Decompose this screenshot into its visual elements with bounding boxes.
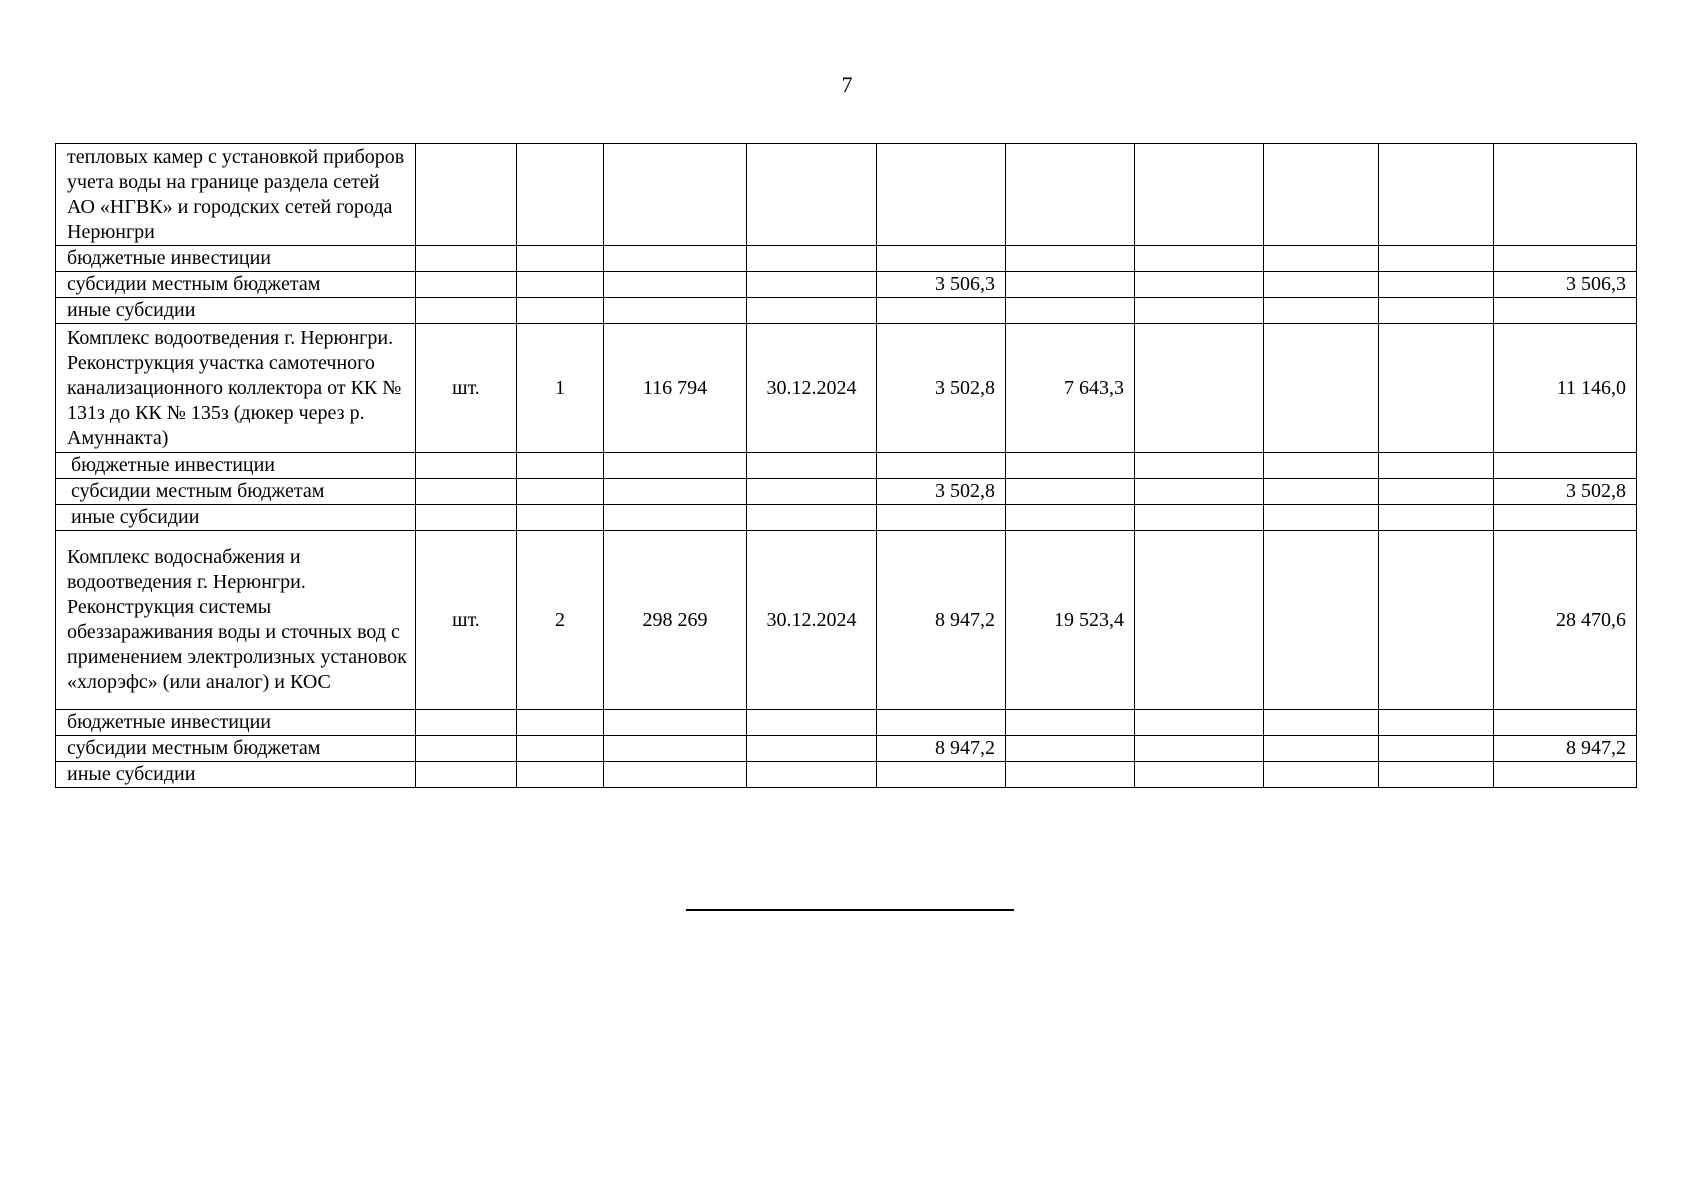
- value-cell: [1135, 144, 1264, 246]
- table-row: [56, 505, 1637, 531]
- total-cell: 8 947,2: [1494, 736, 1637, 762]
- total-cell: 28 470,6: [1494, 531, 1637, 710]
- value-cell: 8 947,2: [877, 736, 1006, 762]
- unit-cell: [416, 144, 517, 246]
- total-cell: [1494, 298, 1637, 324]
- value-cell: 7 643,3: [1006, 324, 1135, 453]
- date-cell: [747, 453, 877, 479]
- value-cell: [1135, 505, 1264, 531]
- value-cell: [1264, 531, 1379, 710]
- unit-cell: [416, 479, 517, 505]
- value-cell: [1135, 736, 1264, 762]
- unit-cell: [416, 710, 517, 736]
- total-cell: 11 146,0: [1494, 324, 1637, 453]
- funding-type: бюджетные инвестиции: [56, 453, 416, 479]
- value-cell: [1264, 144, 1379, 246]
- capacity-cell: [604, 479, 747, 505]
- capacity-cell: [604, 710, 747, 736]
- capacity-cell: [604, 246, 747, 272]
- capacity-cell: [604, 453, 747, 479]
- capacity-cell: [604, 298, 747, 324]
- value-cell: [1264, 453, 1379, 479]
- unit-cell: [416, 736, 517, 762]
- value-cell: [1006, 479, 1135, 505]
- value-cell: [1379, 479, 1494, 505]
- quantity-cell: [517, 272, 604, 298]
- value-cell: 3 506,3: [877, 272, 1006, 298]
- object-name: Комплекс водоотведения г. Нерюнгри. Реконструкция участка самотечного канализационного коллектора от КК № 131з до КК № 135з (дюкер через р. Амуннакта): [56, 324, 416, 453]
- funding-type: иные субсидии: [56, 762, 416, 788]
- unit-cell: [416, 505, 517, 531]
- value-cell: [1006, 144, 1135, 246]
- unit-cell: [416, 453, 517, 479]
- value-cell: [1264, 246, 1379, 272]
- quantity-cell: [517, 710, 604, 736]
- total-cell: [1494, 453, 1637, 479]
- funding-type: субсидии местным бюджетам: [56, 272, 416, 298]
- value-cell: [1379, 736, 1494, 762]
- unit-cell: [416, 762, 517, 788]
- table-row: [56, 246, 1637, 272]
- date-cell: [747, 144, 877, 246]
- funding-type: иные субсидии: [56, 505, 416, 531]
- date-cell: [747, 505, 877, 531]
- page-number: 7: [841, 72, 853, 97]
- date-cell: [747, 762, 877, 788]
- value-cell: [1264, 324, 1379, 453]
- value-cell: [1135, 531, 1264, 710]
- quantity-cell: [517, 736, 604, 762]
- value-cell: [1379, 144, 1494, 246]
- capacity-cell: [604, 272, 747, 298]
- quantity-cell: [517, 762, 604, 788]
- object-name: тепловых камер с установкой приборов учета воды на границе раздела сетей АО «НГВК» и городских сетей города Нерюнгри: [56, 144, 416, 246]
- funding-type: субсидии местным бюджетам: [56, 736, 416, 762]
- quantity-cell: [517, 505, 604, 531]
- budget-table: [55, 143, 1637, 788]
- value-cell: [877, 505, 1006, 531]
- quantity-cell: [517, 453, 604, 479]
- value-cell: [1006, 710, 1135, 736]
- quantity-cell: [517, 479, 604, 505]
- value-cell: [877, 298, 1006, 324]
- date-cell: [747, 298, 877, 324]
- value-cell: [1006, 505, 1135, 531]
- value-cell: [1379, 298, 1494, 324]
- date-cell: 30.12.2024: [747, 531, 877, 710]
- unit-cell: [416, 298, 517, 324]
- value-cell: [1135, 298, 1264, 324]
- total-cell: [1494, 762, 1637, 788]
- value-cell: [1006, 453, 1135, 479]
- date-cell: [747, 710, 877, 736]
- capacity-cell: [604, 762, 747, 788]
- date-cell: 30.12.2024: [747, 324, 877, 453]
- unit-cell: шт.: [416, 531, 517, 710]
- capacity-cell: 298 269: [604, 531, 747, 710]
- date-cell: [747, 272, 877, 298]
- funding-type: бюджетные инвестиции: [56, 710, 416, 736]
- value-cell: [877, 710, 1006, 736]
- value-cell: [877, 246, 1006, 272]
- table-row: [56, 453, 1637, 479]
- value-cell: 8 947,2: [877, 531, 1006, 710]
- table-row: [56, 736, 1637, 762]
- value-cell: [1135, 762, 1264, 788]
- quantity-cell: [517, 144, 604, 246]
- total-cell: [1494, 246, 1637, 272]
- value-cell: [1379, 710, 1494, 736]
- value-cell: [1135, 272, 1264, 298]
- value-cell: [1264, 272, 1379, 298]
- value-cell: [1135, 246, 1264, 272]
- value-cell: [1379, 762, 1494, 788]
- table-row: [56, 762, 1637, 788]
- value-cell: [877, 144, 1006, 246]
- total-cell: 3 506,3: [1494, 272, 1637, 298]
- object-name: Комплекс водоснабжения и водоотведения г. Нерюнгри. Реконструкция системы обеззараживания воды и сточных вод с применением электролизных установок «хлорэфс» (или аналог) и КОС: [56, 531, 416, 710]
- table-row: [56, 531, 1637, 710]
- value-cell: [1264, 762, 1379, 788]
- value-cell: [1264, 298, 1379, 324]
- funding-type: иные субсидии: [56, 298, 416, 324]
- quantity-cell: 2: [517, 531, 604, 710]
- date-cell: [747, 246, 877, 272]
- value-cell: [1379, 246, 1494, 272]
- quantity-cell: 1: [517, 324, 604, 453]
- value-cell: [1379, 324, 1494, 453]
- table-row: [56, 479, 1637, 505]
- value-cell: 19 523,4: [1006, 531, 1135, 710]
- table-row: [56, 710, 1637, 736]
- value-cell: [1264, 505, 1379, 531]
- value-cell: [1135, 453, 1264, 479]
- footer-rule: [686, 909, 1014, 911]
- funding-type: бюджетные инвестиции: [56, 246, 416, 272]
- total-cell: [1494, 710, 1637, 736]
- table-row: [56, 144, 1637, 246]
- capacity-cell: [604, 144, 747, 246]
- value-cell: [877, 453, 1006, 479]
- value-cell: [1135, 324, 1264, 453]
- value-cell: [1006, 298, 1135, 324]
- total-cell: 3 502,8: [1494, 479, 1637, 505]
- value-cell: [1264, 736, 1379, 762]
- date-cell: [747, 736, 877, 762]
- value-cell: [1379, 531, 1494, 710]
- value-cell: [1264, 479, 1379, 505]
- total-cell: [1494, 505, 1637, 531]
- date-cell: [747, 479, 877, 505]
- value-cell: [1135, 479, 1264, 505]
- value-cell: 3 502,8: [877, 479, 1006, 505]
- table-row: [56, 298, 1637, 324]
- value-cell: [1379, 453, 1494, 479]
- table-row: [56, 272, 1637, 298]
- capacity-cell: 116 794: [604, 324, 747, 453]
- value-cell: [1006, 762, 1135, 788]
- value-cell: [1264, 710, 1379, 736]
- value-cell: [1006, 272, 1135, 298]
- value-cell: [1135, 710, 1264, 736]
- value-cell: [1379, 505, 1494, 531]
- value-cell: 3 502,8: [877, 324, 1006, 453]
- value-cell: [1379, 272, 1494, 298]
- value-cell: [1006, 246, 1135, 272]
- capacity-cell: [604, 736, 747, 762]
- value-cell: [1006, 736, 1135, 762]
- value-cell: [877, 762, 1006, 788]
- unit-cell: [416, 272, 517, 298]
- unit-cell: [416, 246, 517, 272]
- funding-type: субсидии местным бюджетам: [56, 479, 416, 505]
- quantity-cell: [517, 298, 604, 324]
- capacity-cell: [604, 505, 747, 531]
- total-cell: [1494, 144, 1637, 246]
- quantity-cell: [517, 246, 604, 272]
- table-row: [56, 324, 1637, 453]
- unit-cell: шт.: [416, 324, 517, 453]
